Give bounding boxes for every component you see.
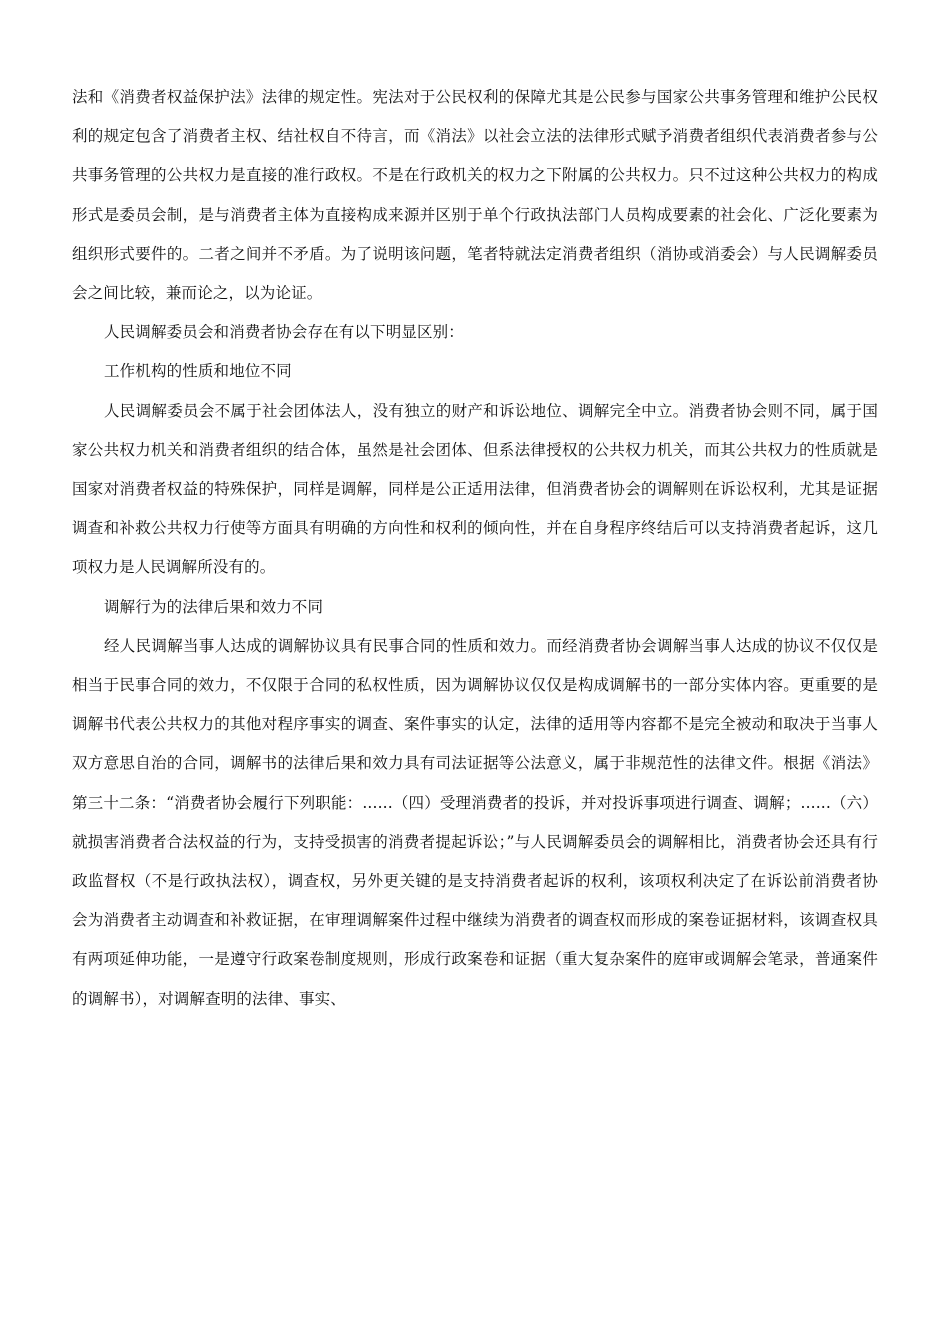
document-page bbox=[72, 78, 878, 1019]
body-paragraph-legal-effect: 经人民调解当事人达成的调解协议具有民事合同的性质和效力。而经消费者协会调解当事人达成的协议不仅仅是相当于民事合同的效力，不仅限于合同的私权性质，因为调解协议仅仅是构成调解书的一部分实体内容。更重要的是调解书代表公共权力的其他对程序事实的调查、案件事实的认定，法律的适用等内容都不是完全被动和取决于当事人双方意思自治的合同，调解书的法律后果和效力具有司法证据等公法意义，属于非规范性的法律文件。根据《消法》第三十二条：“消费者协会履行下列职能：......（四）受理消费者的投诉，并对投诉事项进行调查、调解；......（六）就损害消费者合法权益的行为，支持受损害的消费者提起诉讼；”与人民调解委员会的调解相比，消费者协会还具有行政监督权（不是行政执法权），调查权，另外更关键的是支持消费者起诉的权利，该项权利决定了在诉讼前消费者协会为消费者主动调查和补救证据，在审理调解案件过程中继续为消费者的调查权而形成的案卷证据材料，该调查权具有两项延伸功能，一是遵守行政案卷制度规则，形成行政案卷和证据（重大复杂案件的庭审或调解会笔录，普通案件的调解书），对调解查明的法律、事实、 bbox=[72, 636, 878, 1008]
body-paragraph-continued: 法和《消费者权益保护法》法律的规定性。宪法对于公民权利的保障尤其是公民参与国家公共事务管理和维护公民权利的规定包含了消费者主权、结社权自不待言，而《消法》以社会立法的法律形式赋予消费者组织代表消费者参与公共事务管理的公共权力是直接的准行政权。不是在行政机关的权力之下附属的公共权力。只不过这种公共权力的构成形式是委员会制，是与消费者主体为直接构成来源并区别于单个行政执法部门人员构成要素的社会化、广泛化要素为组织形式要件的。二者之间并不矛盾。为了说明该问题，笔者特就法定消费者组织（消协或消委会）与人民调解委员会之间比较，兼而论之，以为论证。 bbox=[72, 88, 878, 303]
section-heading-legal-effect: 调解行为的法律后果和效力不同 bbox=[104, 597, 324, 616]
intro-distinctions-paragraph: 人民调解委员会和消费者协会存在有以下明显区别： bbox=[104, 323, 464, 342]
body-paragraph-nature-status: 人民调解委员会不属于社会团体法人，没有独立的财产和诉讼地位、调解完全中立。消费者协会则不同，属于国家公共权力机关和消费者组织的结合体，虽然是社会团体、但系法律授权的公共权力机关，而其公共权力的性质就是国家对消费者权益的特殊保护，同样是调解，同样是公正适用法律，但消费者协会的调解则在诉讼权利，尤其是证据调查和补救公共权力行使等方面具有明确的方向性和权利的倾向性，并在自身程序终结后可以支持消费者起诉，这几项权力是人民调解所没有的。 bbox=[72, 401, 878, 577]
section-heading-nature-status: 工作机构的性质和地位不同 bbox=[104, 362, 292, 381]
